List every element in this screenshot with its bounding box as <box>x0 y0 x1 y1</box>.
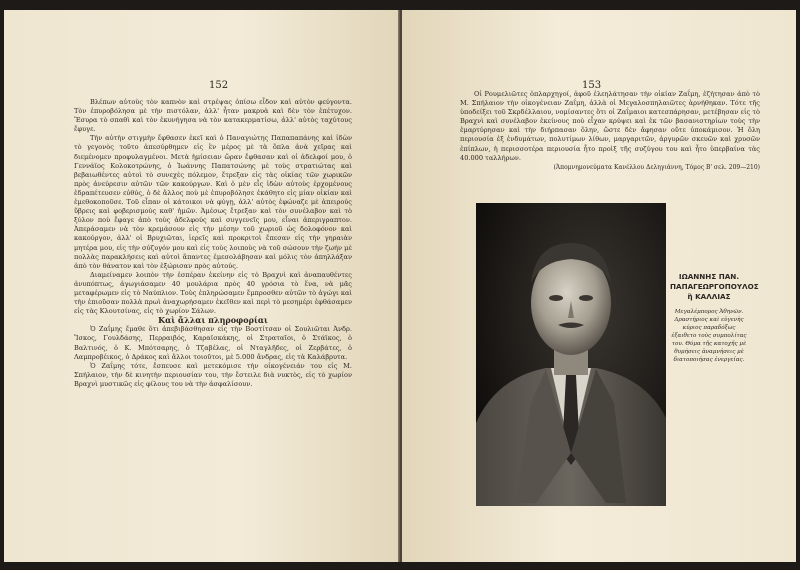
caption-description: Μεγαλέμπορος Ἀθηνῶν. Δραστήριος καὶ εὐγενὴς κύριος παραδόξως ἐξαιθετο τοὺς συμπολίτας του. Θύμα τῆς κατοχῆς μὲ θυμήσεις ἀναμνήσεις μὲ διατοποιήσας ἐνεργείας. <box>671 309 747 363</box>
left-paragraph-3: Διαμείναμεν λοιπὸν τὴν ἑσπέραν ἐκείνην εἰς τὸ Βραχνὶ καὶ ἀναπαυθέντες ἀνυπόπτως, ἀγωγιάσαμεν 40 μουλάρια πρὸς 40 γρόσια τὸ ἕνα, νὰ μᾶς μεταφέρωμεν εἰς τὸ Ναύπλιον. Τοὺς ἐπληρώσαμεν ἔμπροσθεν αὐτῶν τὸ ἀγώγι καὶ τὴν ἐπιοῦσαν πολλὰ πρωὶ ἀναχωρήσαμεν ἐκεῖθεν καὶ περὶ τὸ μεσημέρι ἐφθάσαμεν εἰς τὰς Κλουτσίνας, εἰς τὸ χωρίον Σάλων. <box>74 270 352 316</box>
left-paragraph-5: Ὁ Ζαΐμης τότε, ἔσπευσε καὶ μετεκόμισε τὴν οἰκογένειάν του εἰς Μ. Σπήλαιον, τὴν δὲ κινητὴν περιουσίαν του, τὴν ἔστειλε διὰ νυκτὸς, εἰς τὸ χωρίον Βραχνὶ μυστικῶς εἰς φίλους του νὰ τὴν ἀσφαλίσουν. <box>74 361 352 388</box>
section-heading: Καὶ ἄλλαι πληροφορίαι <box>158 315 268 326</box>
page-number-right: 153 <box>582 80 602 91</box>
left-paragraph-1: Βλέπων αὐτοὺς τὸν καπνὸν καὶ στρέψας ὀπίσω εἶδον καὶ αὐτὸν φεύγοντα. Τὸν ἐπυροβόλησα μὲ τὴν πιστόλαν, ἀλλ' ἦταν μακρυὰ καὶ δὲν τὸν ἐπέτυχον. Ἔσυρα τὸ σπαθὶ καὶ τὸν ἐκυνήγησα νὰ τὸν κατακερματίσω, ἀλλ' αὐτὸς ταχύτους ἔφυγε. <box>74 98 352 134</box>
portrait-image <box>476 203 666 506</box>
right-page <box>402 10 796 562</box>
left-page-body <box>74 98 352 389</box>
caption-name: ΙΩΑΝΝΗΣ ΠΑΝ. ΠΑΠΑΓΕΩΡΓΟΠΟΥΛΟΣ ἢ ΚΑΛΛΙΑΣ <box>670 272 759 301</box>
photo-caption <box>670 272 759 364</box>
left-paragraph-4: Ὁ Ζαΐμης ἔμαθε ὅτι ἀπεβιβάσθησαν εἰς τὴν Βοστίτσαν οἱ Σουλιῶται Ἀνδρ. Ἴσκος, Γουλδάσης, Περραιβός, Καραϊσκάκης, οἱ Στραταῖοι, ὁ Στάϊκος, ὁ Βαλτινός, ὁ Κ. Μπότσαρης, ὁ Τζαβέλας, οἱ Νταγλῆδες, οἱ Ζερβάτες, ὁ Λαμπροβέικος, ὁ Δράκος καὶ ἄλλοι τοιοῦτοι, μὲ 5.000 ἄνδρας, εἰς τὰ Καλάβρυτα. <box>74 325 352 361</box>
right-paragraph-1: Οἱ Ρουμελιῶτες ὁπλαρχηγοί, ἀφοῦ ἐλεηλάτησαν τὴν οἰκίαν Ζαΐμη, ἐζήτησαν ἀπὸ τὸ Μ. Σπήλαιον τὴν οἰκογένειαν Ζαΐμη, ἀλλὰ οἱ Μεγαλοσπηλαιῶτες ἀρνήθηκαν. Τότε τῆς ὑποδείξει τοῦ Σκρδέλλαιου, νομίσαντες ὅτι οἱ Ζαΐμαιοι κατεσπάρησαν, μετέβησαν εἰς τὸ Βραχνὶ καὶ συνέλαβον ἐκείνους ποὺ εἶχαν κρύψει καὶ ἐκ τῶν βασανιστηρίων τοὺς τὴν ἐμαρτύρησαν καὶ τὴν διήρπασαν ὅλην, ὥστε δὲν ἄφησαν οὔτε ὑποκάμισον. Ἡ ὅλη περιουσία ἐξ ἐνδυμάτων, πολυτίμων λίθων, μαργαριτῶν, ἀργυρῶν σκευῶν καὶ χρυσῶν ἐπίπλων, ἡ περισσοτέρα περιουσία ἦτο προὶξ τῆς συζύγου του καὶ ἦτο ὑπερβαίνα τὰς 40.000 ταλλήρων. <box>460 90 760 162</box>
left-page <box>4 10 400 562</box>
portrait-photo <box>476 203 666 506</box>
left-paragraph-2: Τὴν αὐτὴν στιγμὴν ἔφθασεν ἐκεῖ καὶ ὁ Παναγιώτης Παπαπαπάνης καὶ ἰδὼν τὸ γεγονὸς τοῦτο ἀπεσύρθημεν εἰς ἓν μέρος μὲ τὰ ὅπλα ἀνὰ χεῖρας καὶ διεμένομεν προφυλαγμένοι. Μετὰ ἡμίσειαν ὥραν ἔφθασαν καὶ οἱ ἀδελφοί μου, ὁ Γεννάϊος Κολοκοτρώνης, ὁ Ἰωάννης Παπατσώνης μὲ τοὺς στρατιώτας καὶ βεβαιωθέντες αὐτοὶ τὸ συνεχὲς πόλεμον, ἔτρεξαν εἰς τὰς οἰκίας τῶν χωρικῶν πρὸς ἀνεύρεσιν αὐτῶν τῶν κακούργων. Καὶ ὁ μὲν εἷς ἰδὼν αὐτοὺς ἐρχομένους ἐδραπέτευσεν εὐθύς, ὁ δὲ ἄλλος ποὺ μὲ ἐπυροβόλησε ἐκάθητο εἰς μίαν οἰκίαν καὶ ἐμεθοκοποῦσε. Τοῦ εἶπαν οἱ κάτοικοι νὰ φύγῃ, ἀλλ' αὐτὸς ἐφώναζε μὲ ἀπειρούς ὕβρεις καὶ φοβερισμοὺς καθ' ἡμῶν. Ἀμέσως ἔτρεξαν καὶ τὸν συνέλαβον καὶ τὸ ξύλον ποὺ ἔφαγε ἀπὸ τοὺς ἀδελφούς καὶ συγγενεῖς μου, εἶναι ἀπεριγραπτον. Ἀπεράσαμεν νὰ τὸν κρεμάσουν εἰς τὴν μέσην τοῦ χωριοῦ ὡς δολοφόνον καὶ κακούργον, ἀλλ' οἱ Βρυχιῶται, ἱερεῖς καὶ προκριτοὶ ἔπεσαν εἰς τὴν γηραιὰν μητέρα μου, εἰς τὴν σύζυγόν μου καὶ εἰς τοὺς λοιποὺς νὰ τοῦ σώσουν τὴν ζωήν μὲ πολλὰς παρακλήσεις καὶ αὐτοὶ ἅπαντες ἐμεσολάβησαν καὶ μόλις τὸν ἀπηλλάξαν ἀπὸ τὸν θάνατον καὶ τὸν ἐξώρισαν πρὸς αὐτούς. <box>74 134 352 270</box>
right-page-body <box>460 90 760 172</box>
page-number-left: 152 <box>209 80 229 91</box>
citation: (Ἀπομνημονεύματα Κανέλλου Δεληγιάννη, Τόμος Β' σελ. 209—210) <box>553 163 760 171</box>
